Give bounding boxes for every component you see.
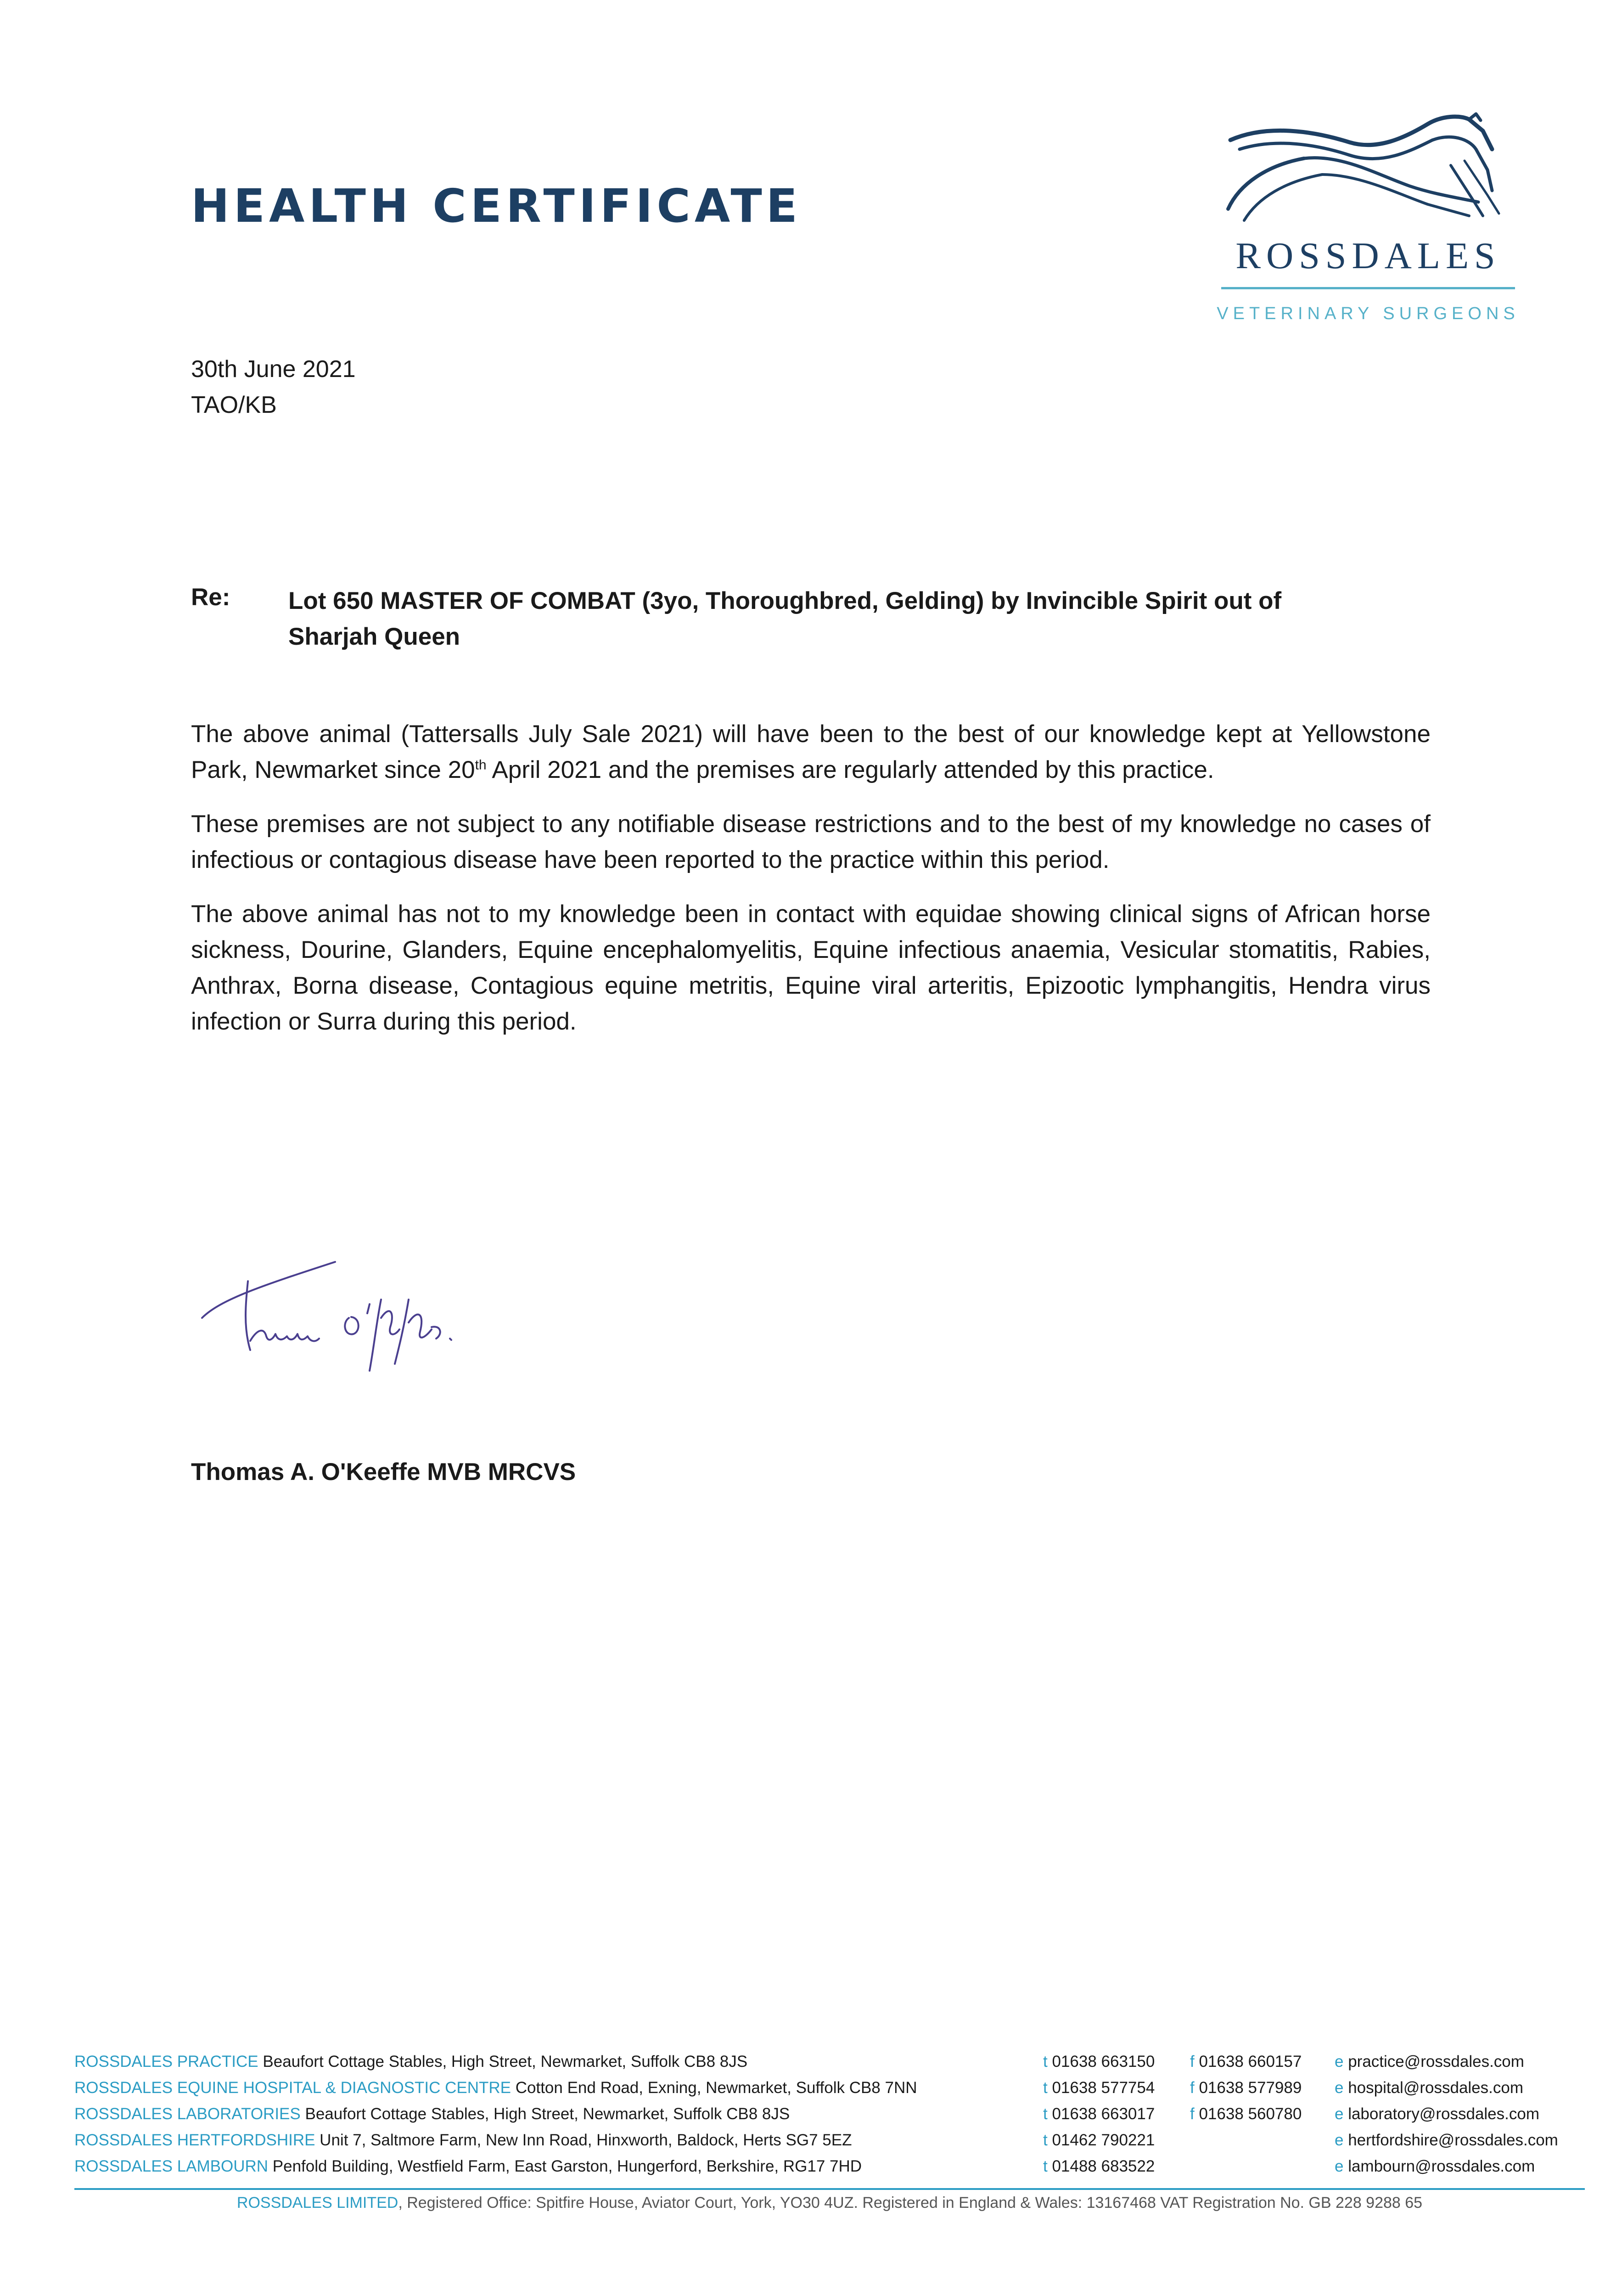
- footer-email: [1335, 2053, 1524, 2071]
- letter-body: [191, 716, 1431, 1058]
- fax-number: 01638 660157: [1194, 2053, 1302, 2071]
- footer-address: [74, 2105, 790, 2123]
- footer-location-name: ROSSDALES LABORATORIES: [74, 2105, 301, 2123]
- footer-email: [1335, 2157, 1535, 2176]
- body-paragraph-3: The above animal has not to my knowledge been in contact with equidae showing clinical signs of African horse sickness, Dourine, Glanders, Equine encephalomyelitis, Equine infectious anaemia, Vesicular stomatitis, Rabies, Anthrax, Borna disease, Contagious equine metritis, Equine viral arteritis, Epizootic lymphangitis, Hendra virus infection or Surra during this period.: [191, 900, 1431, 1035]
- footer-address: [74, 2053, 747, 2071]
- email-label: e: [1335, 2053, 1344, 2071]
- footer-location-address: Cotton End Road, Exning, Newmarket, Suffolk CB8 7NN: [511, 2079, 917, 2097]
- footer-email: [1335, 2079, 1523, 2097]
- footer-email: [1335, 2131, 1558, 2150]
- body-paragraph-2: These premises are not subject to any notifiable disease restrictions and to the best of my knowledge no cases of infectious or contagious disease have been reported to the practice within this period.: [191, 810, 1431, 873]
- logo-subtitle: VETERINARY SURGEONS: [1217, 304, 1520, 323]
- footer-location-address: Beaufort Cottage Stables, High Street, Newmarket, Suffolk CB8 8JS: [300, 2105, 790, 2123]
- footer-location-address: Unit 7, Saltmore Farm, New Inn Road, Hinxworth, Baldock, Herts SG7 5EZ: [315, 2131, 852, 2149]
- phone-label: t: [1043, 2053, 1048, 2071]
- footer-row: [74, 2053, 1585, 2078]
- footer-phone: [1043, 2105, 1155, 2123]
- logo-name: ROSSDALES: [1235, 235, 1501, 276]
- phone-number: 01638 663150: [1047, 2053, 1155, 2071]
- letter-meta: [191, 351, 356, 423]
- email-address: hospital@rossdales.com: [1343, 2079, 1523, 2097]
- registered-name: ROSSDALES LIMITED: [236, 2194, 398, 2212]
- email-label: e: [1335, 2131, 1344, 2149]
- signatory-name: Thomas A. O'Keeffe MVB MRCVS: [191, 1458, 576, 1486]
- footer-phone: [1043, 2157, 1155, 2176]
- email-address: lambourn@rossdales.com: [1343, 2157, 1535, 2175]
- subject-text: [288, 583, 1436, 655]
- phone-number: 01488 683522: [1047, 2157, 1155, 2175]
- phone-number: 01638 577754: [1047, 2079, 1155, 2097]
- letter-date: 30th June 2021: [191, 356, 356, 383]
- phone-label: t: [1043, 2131, 1048, 2149]
- handwritten-signature: [193, 1249, 487, 1378]
- subject-label: Re:: [191, 584, 230, 611]
- registered-text: , Registered Office: Spitfire House, Aviator Court, York, YO30 4UZ. Registered in England & Wales: 13167468 VAT Registration No. GB 228 9288 65: [398, 2194, 1423, 2212]
- footer-email: [1335, 2105, 1539, 2123]
- footer-row: [74, 2079, 1585, 2105]
- fax-label: f: [1190, 2053, 1195, 2071]
- footer-phone: [1043, 2079, 1155, 2097]
- footer-row: [74, 2131, 1585, 2157]
- footer-address: [74, 2079, 917, 2097]
- p1-superscript: th: [475, 757, 487, 773]
- rossdales-logo: [1212, 106, 1524, 344]
- footer-phone: [1043, 2131, 1155, 2150]
- p1-text-a: The above animal (Tattersalls July Sale 2021) will have been to the best of our knowledge kept at Yellowstone Park, Newmarket since 20: [191, 720, 1431, 783]
- phone-label: t: [1043, 2105, 1048, 2123]
- phone-number: 01462 790221: [1047, 2131, 1155, 2149]
- registered-office: [74, 2194, 1585, 2212]
- body-paragraph-1: [191, 716, 1431, 788]
- p1-text-b: April 2021 and the premises are regularly attended by this practice.: [486, 756, 1214, 783]
- footer-row: [74, 2105, 1585, 2131]
- email-address: practice@rossdales.com: [1343, 2053, 1524, 2071]
- footer-row: [74, 2157, 1585, 2183]
- email-label: e: [1335, 2105, 1344, 2123]
- footer-location-name: ROSSDALES HERTFORDSHIRE: [74, 2131, 315, 2149]
- email-address: hertfordshire@rossdales.com: [1343, 2131, 1558, 2149]
- footer-fax: [1190, 2053, 1302, 2071]
- horse-logo-icon: [1212, 106, 1524, 234]
- email-label: e: [1335, 2157, 1344, 2175]
- footer-location-name: ROSSDALES PRACTICE: [74, 2053, 258, 2071]
- logo-divider: [1221, 287, 1515, 289]
- footer-location-address: Beaufort Cottage Stables, High Street, Newmarket, Suffolk CB8 8JS: [258, 2053, 748, 2071]
- document-title: HEALTH CERTIFICATE: [191, 179, 802, 233]
- subject-line-1: Lot 650 MASTER OF COMBAT (3yo, Thoroughbred, Gelding) by Invincible Spirit out of: [288, 587, 1282, 614]
- footer-address: [74, 2157, 862, 2176]
- email-label: e: [1335, 2079, 1344, 2097]
- footer-divider: [74, 2188, 1585, 2190]
- email-address: laboratory@rossdales.com: [1343, 2105, 1539, 2123]
- letter-reference: TAO/KB: [191, 392, 277, 418]
- footer-fax: [1190, 2079, 1302, 2097]
- phone-label: t: [1043, 2157, 1048, 2175]
- footer-phone: [1043, 2053, 1155, 2071]
- fax-label: f: [1190, 2105, 1195, 2123]
- footer-location-name: ROSSDALES EQUINE HOSPITAL & DIAGNOSTIC CENTRE: [74, 2079, 511, 2097]
- footer-location-name: ROSSDALES LAMBOURN: [74, 2157, 269, 2175]
- footer-address: [74, 2131, 852, 2150]
- fax-label: f: [1190, 2079, 1195, 2097]
- phone-label: t: [1043, 2079, 1048, 2097]
- fax-number: 01638 560780: [1194, 2105, 1302, 2123]
- phone-number: 01638 663017: [1047, 2105, 1155, 2123]
- footer-location-address: Penfold Building, Westfield Farm, East Garston, Hungerford, Berkshire, RG17 7HD: [268, 2157, 862, 2175]
- footer-fax: [1190, 2105, 1302, 2123]
- subject-line-2: Sharjah Queen: [288, 623, 460, 650]
- fax-number: 01638 577989: [1194, 2079, 1302, 2097]
